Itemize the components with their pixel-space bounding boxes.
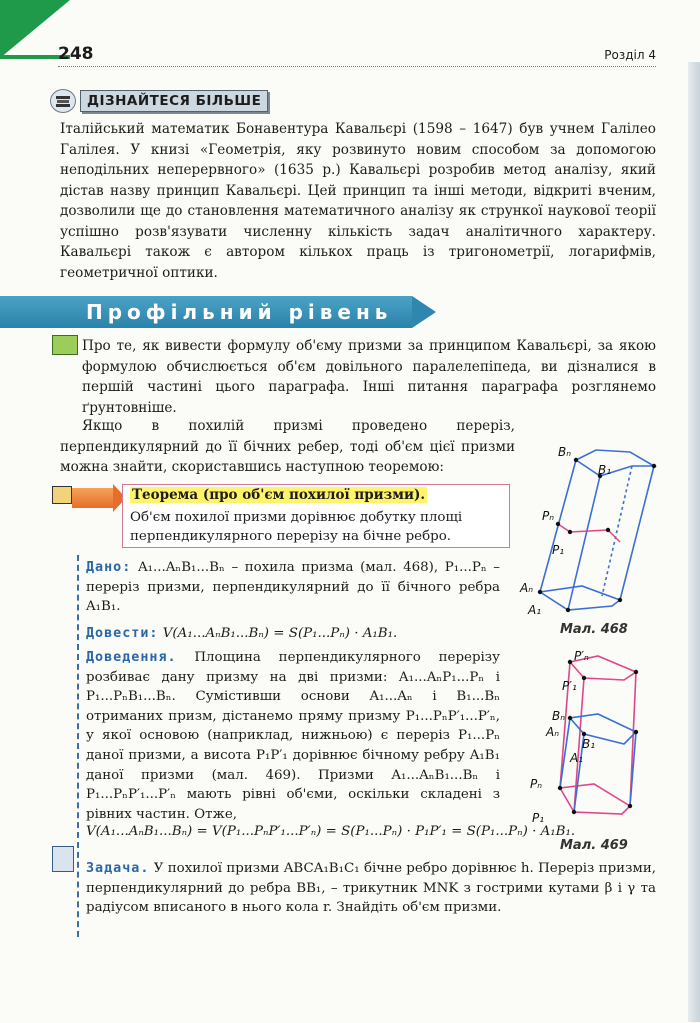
fig469-label-b1: B₁ (582, 737, 596, 751)
given-block (86, 558, 500, 617)
section-label: Розділ 4 (604, 48, 656, 62)
fig468-label-an: Aₙ (520, 581, 533, 595)
proof-block (86, 648, 500, 824)
profile-intro: Про те, як вивести формулу об'єму призми за принципом Кавальєрі, за якою формулою обчислюється об'єм довільного паралелепіпеда, ви дізналися в першій частині цього параграфа. Інші питання параграфа розглянемо ґрунтовніше. (82, 338, 656, 416)
open-book-icon (52, 335, 78, 355)
fig469-label-pn: Pₙ (530, 777, 543, 791)
fig469-label-an: Aₙ (546, 725, 559, 739)
prove-label: Довести: (86, 626, 159, 641)
task-label: Задача. (86, 861, 150, 876)
learn-more-text: Італійський математик Бонавентура Кавальєрі (1598 – 1647) був учнем Галілео Галілея. У книзі «Геометрія, яку розвинуто новим способом за допомогою неподільних неперервного» (1635 р.) Кавальєрі розробив метод аналізу, який дістав назву принцип Кавальєрі. Цей принцип та інші методи, відкриті вченим, дозволили ще до становлення математичного аналізу як стрункої наукової теорії успішно розв'язувати численну кількість задач аналітичного характеру. Кавальєрі також є автором кількох праць із тригонометрії, логарифмів, геометричної оптики. (60, 121, 656, 281)
theorem-text: Об'єм похилої призми дорівнює добутку площі перпендикулярного перерізу на бічне ребро. (130, 510, 463, 544)
books-icon (50, 89, 76, 113)
given-label: Дано: (86, 560, 132, 575)
fig469-label-a1: A₁ (570, 751, 584, 765)
prove-block (86, 624, 500, 644)
fig468-label-pn: Pₙ (542, 509, 555, 523)
header-divider (58, 66, 656, 67)
proof-margin-line (77, 555, 79, 937)
page-edge-shade (688, 62, 700, 1022)
profile-level-title: Профільний рівень (86, 300, 393, 324)
task-text: У похилої призми ABCA₁B₁C₁ бічне ребро дорівнює h. Переріз призми, перпендикулярний до ребра BB₁, – трикутник MNK з гострими кутами β і γ та радіусом вписаного в нього кола r. Знайдіть об'єм призми. (86, 861, 656, 916)
proof-label: Доведення. (86, 650, 177, 665)
fig468-label-p1: P₁ (552, 543, 565, 557)
fig469-label-p1: P₁ (532, 811, 545, 825)
figure-468 (512, 440, 662, 620)
fig469-label-bn: Bₙ (552, 709, 566, 723)
prove-text: V(A₁...AₙB₁...Bₙ) = S(P₁...Pₙ) · A₁B₁. (162, 626, 398, 641)
notepad-icon (52, 846, 74, 872)
profile-intro-2: Якщо в похилій призмі проведено переріз, перпендикулярний до її бічних ребер, тоді об'єм цієї призми можна знайти, скориставшись наступною теоремою: (60, 418, 515, 475)
arrow-right-icon (72, 488, 114, 508)
figure-468-caption: Мал. 468 (560, 622, 628, 637)
fig468-label-a1: A₁ (528, 603, 542, 617)
fig468-label-bn: Bₙ (558, 445, 572, 459)
page-number: 248 (58, 44, 94, 64)
fig469-label-p1-prime: P′₁ (562, 679, 577, 693)
theorem-title: Теорема (про об'єм похилої призми). (132, 487, 426, 503)
figure-469 (526, 648, 666, 836)
fig469-label-pn-prime: P′ₙ (574, 649, 589, 663)
floppy-disk-icon (52, 486, 72, 504)
task-block (86, 859, 656, 918)
proof-text: Площина перпендикулярного перерізу розбиває дану призму на дві призми: A₁...AₙP₁...Pₙ і P₁...PₙB₁...Bₙ. Сумістивши основи A₁...Aₙ і B₁...Bₙ отриманих призм, дістанемо пряму призму P₁...PₙP′₁...P′ₙ, у якої основою (наприклад, нижньою) є переріз P₁...Pₙ даної призми, а висота P₁P′₁ дорівнює бічному ребру A₁B₁ даної призми (мал. 469). Призми A₁...AₙB₁...Bₙ і P₁...PₙP′₁...P′ₙ мають рівні об'єми, оскільки складені з рівних частин. Отже, (86, 650, 500, 822)
given-text: A₁...AₙB₁...Bₙ – похила призма (мал. 468), P₁...Pₙ – переріз призми, перпендикулярний до її бічного ребра A₁B₁. (86, 560, 500, 615)
fig468-label-b1: B₁ (598, 463, 612, 477)
volume-formula: V(A₁...AₙB₁...Bₙ) = V(P₁...PₙP′₁...P′ₙ) = S(P₁...Pₙ) · P₁P′₁ = S(P₁...Pₙ) · A₁B₁. (86, 824, 576, 839)
learn-more-banner (50, 89, 268, 113)
learn-more-label: ДІЗНАЙТЕСЯ БІЛЬШЕ (80, 90, 268, 112)
figure-469-caption: Мал. 469 (560, 838, 628, 853)
